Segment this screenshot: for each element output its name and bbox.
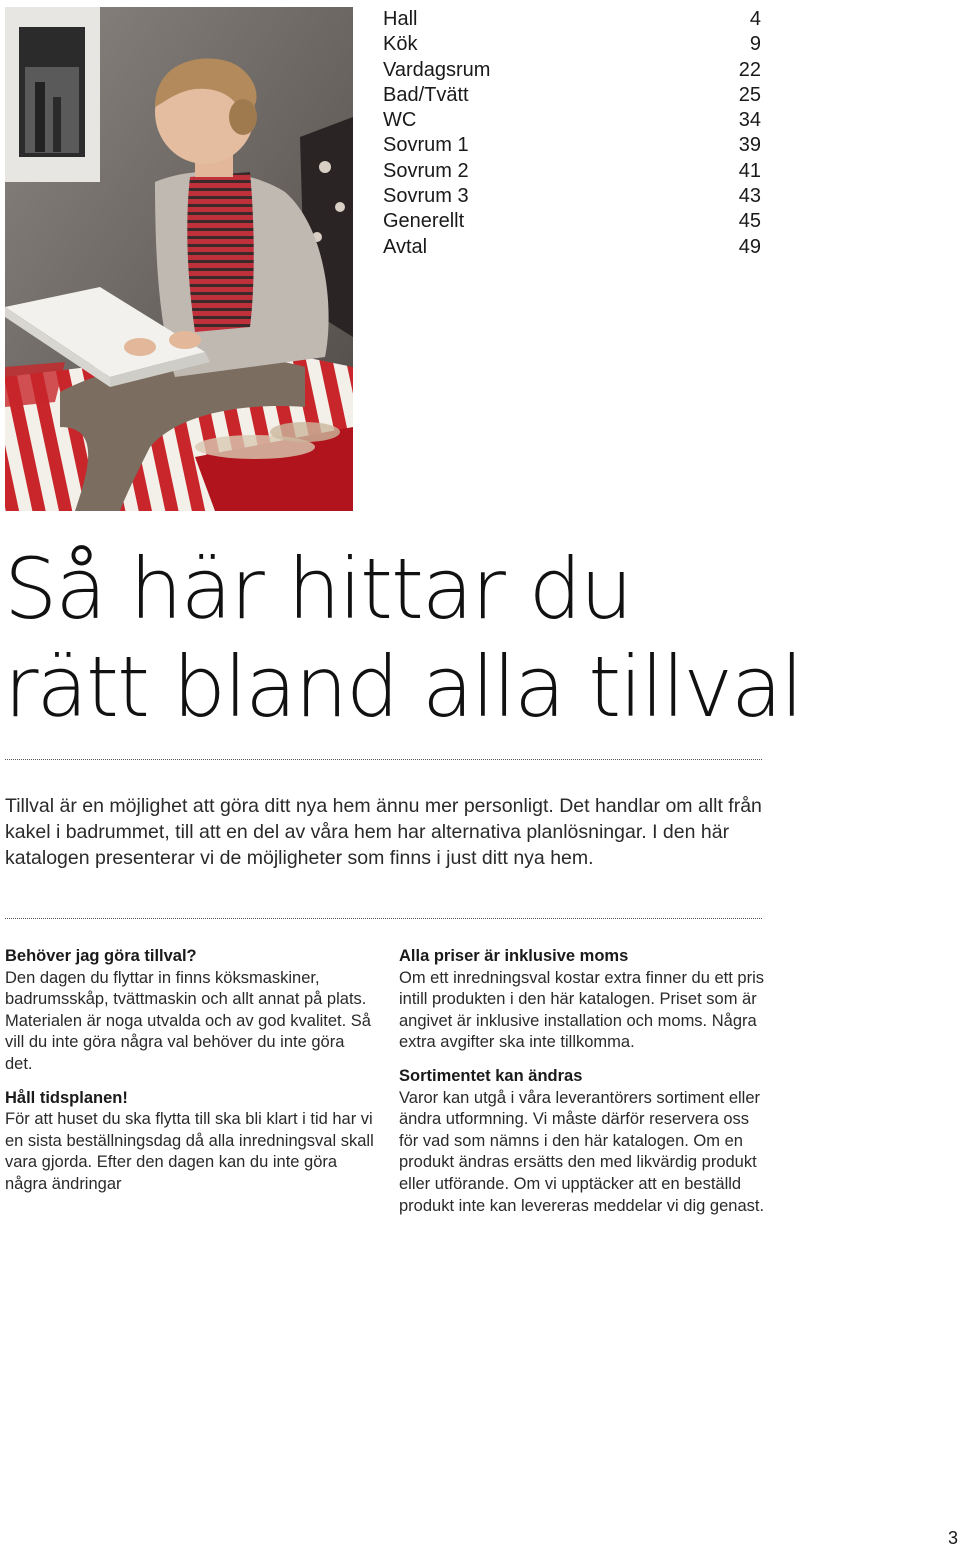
toc-item[interactable]: [383, 32, 761, 57]
toc-page: 39: [738, 134, 761, 157]
info-section: [5, 1088, 375, 1196]
toc-label: WC: [383, 109, 417, 132]
toc-page: 4: [749, 8, 761, 30]
toc-page: 41: [738, 159, 761, 182]
toc-label: Hall: [383, 8, 418, 30]
dotted-divider: [5, 759, 762, 760]
toc-page: 25: [738, 83, 761, 106]
toc-item[interactable]: [383, 133, 761, 158]
section-heading: Sortimentet kan ändras: [399, 1066, 583, 1085]
picture-frame: [5, 7, 100, 182]
intro-paragraph: Tillval är en möjlighet att göra ditt nya hem ännu mer personligt. Det handlar om allt från kakel i badrummet, till att en del av våra hem har alternativa planlösningar. I den här katalogen presenterar vi de möjligheter som finns i just ditt nya hem.: [5, 795, 762, 869]
toc-label: Kök: [383, 33, 418, 56]
info-section: [399, 946, 769, 1054]
woman-with-laptop-illustration: [5, 7, 353, 511]
section-heading: Behöver jag göra tillval?: [5, 947, 197, 965]
toc-label: Bad/Tvätt: [383, 83, 469, 106]
section-body: Den dagen du flyttar in finns köksmaskiner, badrumsskåp, tvättmaskin och allt annat på plats. Materialen är noga utvalda och av god kvalitet. Så vill du inte göra några val behöver du inte göra det.: [5, 968, 371, 1073]
toc-item[interactable]: [383, 184, 761, 209]
dotted-divider: [5, 918, 762, 919]
info-section: [399, 1066, 769, 1217]
table-of-contents: [383, 7, 761, 260]
right-column: [399, 946, 769, 1229]
page-title-line-2: rätt bland alla tillval: [4, 638, 802, 736]
section-body: Om ett inredningsval kostar extra finner du ett pris intill produkten i den här katalogen. Priset som är angivet är inklusive installation och moms. Några extra avgifter ska inte tillkomma.: [399, 968, 764, 1052]
toc-label: Avtal: [383, 235, 428, 258]
left-column: [5, 946, 375, 1208]
toc-item[interactable]: [383, 159, 761, 184]
info-section: [5, 946, 375, 1076]
toc-label: Generellt: [383, 210, 465, 233]
page-title: [4, 540, 944, 736]
section-body: Varor kan utgå i våra leverantörers sortiment eller ändra utformning. Vi måste därför reservera oss för vad som nämns i den här katalogen. Om en produkt ändras ersätts den med likvärdig produkt eller utförande. Om vi upptäcker att en beställd produkt inte kan levereras meddelar vi dig genast.: [399, 1088, 765, 1215]
toc-label: Vardagsrum: [383, 58, 491, 81]
page-number: 3: [947, 1528, 958, 1548]
toc-label: Sovrum 3: [383, 185, 469, 208]
toc-label: Sovrum 1: [383, 134, 469, 157]
toc-item[interactable]: [383, 235, 761, 260]
hero-photo: [5, 7, 353, 511]
toc-item[interactable]: [383, 58, 761, 83]
toc-item[interactable]: [383, 108, 761, 133]
section-heading: Alla priser är inklusive moms: [399, 947, 629, 965]
toc-page: 34: [738, 109, 761, 132]
toc-page: 43: [738, 185, 761, 208]
toc-page: 49: [738, 235, 761, 258]
toc-page: 45: [738, 210, 761, 233]
section-heading: Håll tidsplanen!: [5, 1088, 128, 1107]
toc-page: 9: [749, 33, 761, 56]
toc-page: 22: [738, 58, 761, 81]
toc-item[interactable]: [383, 209, 761, 234]
toc-item[interactable]: [383, 83, 761, 108]
section-body: För att huset du ska flytta till ska bli klart i tid har vi en sista beställningsdag då alla inredningsval skall vara gjorda. Efter den dagen kan du inte göra några ändringar: [5, 1110, 374, 1193]
toc-item[interactable]: [383, 7, 761, 32]
page-title-line-1: Så här hittar du: [4, 540, 632, 638]
toc-label: Sovrum 2: [383, 159, 469, 182]
